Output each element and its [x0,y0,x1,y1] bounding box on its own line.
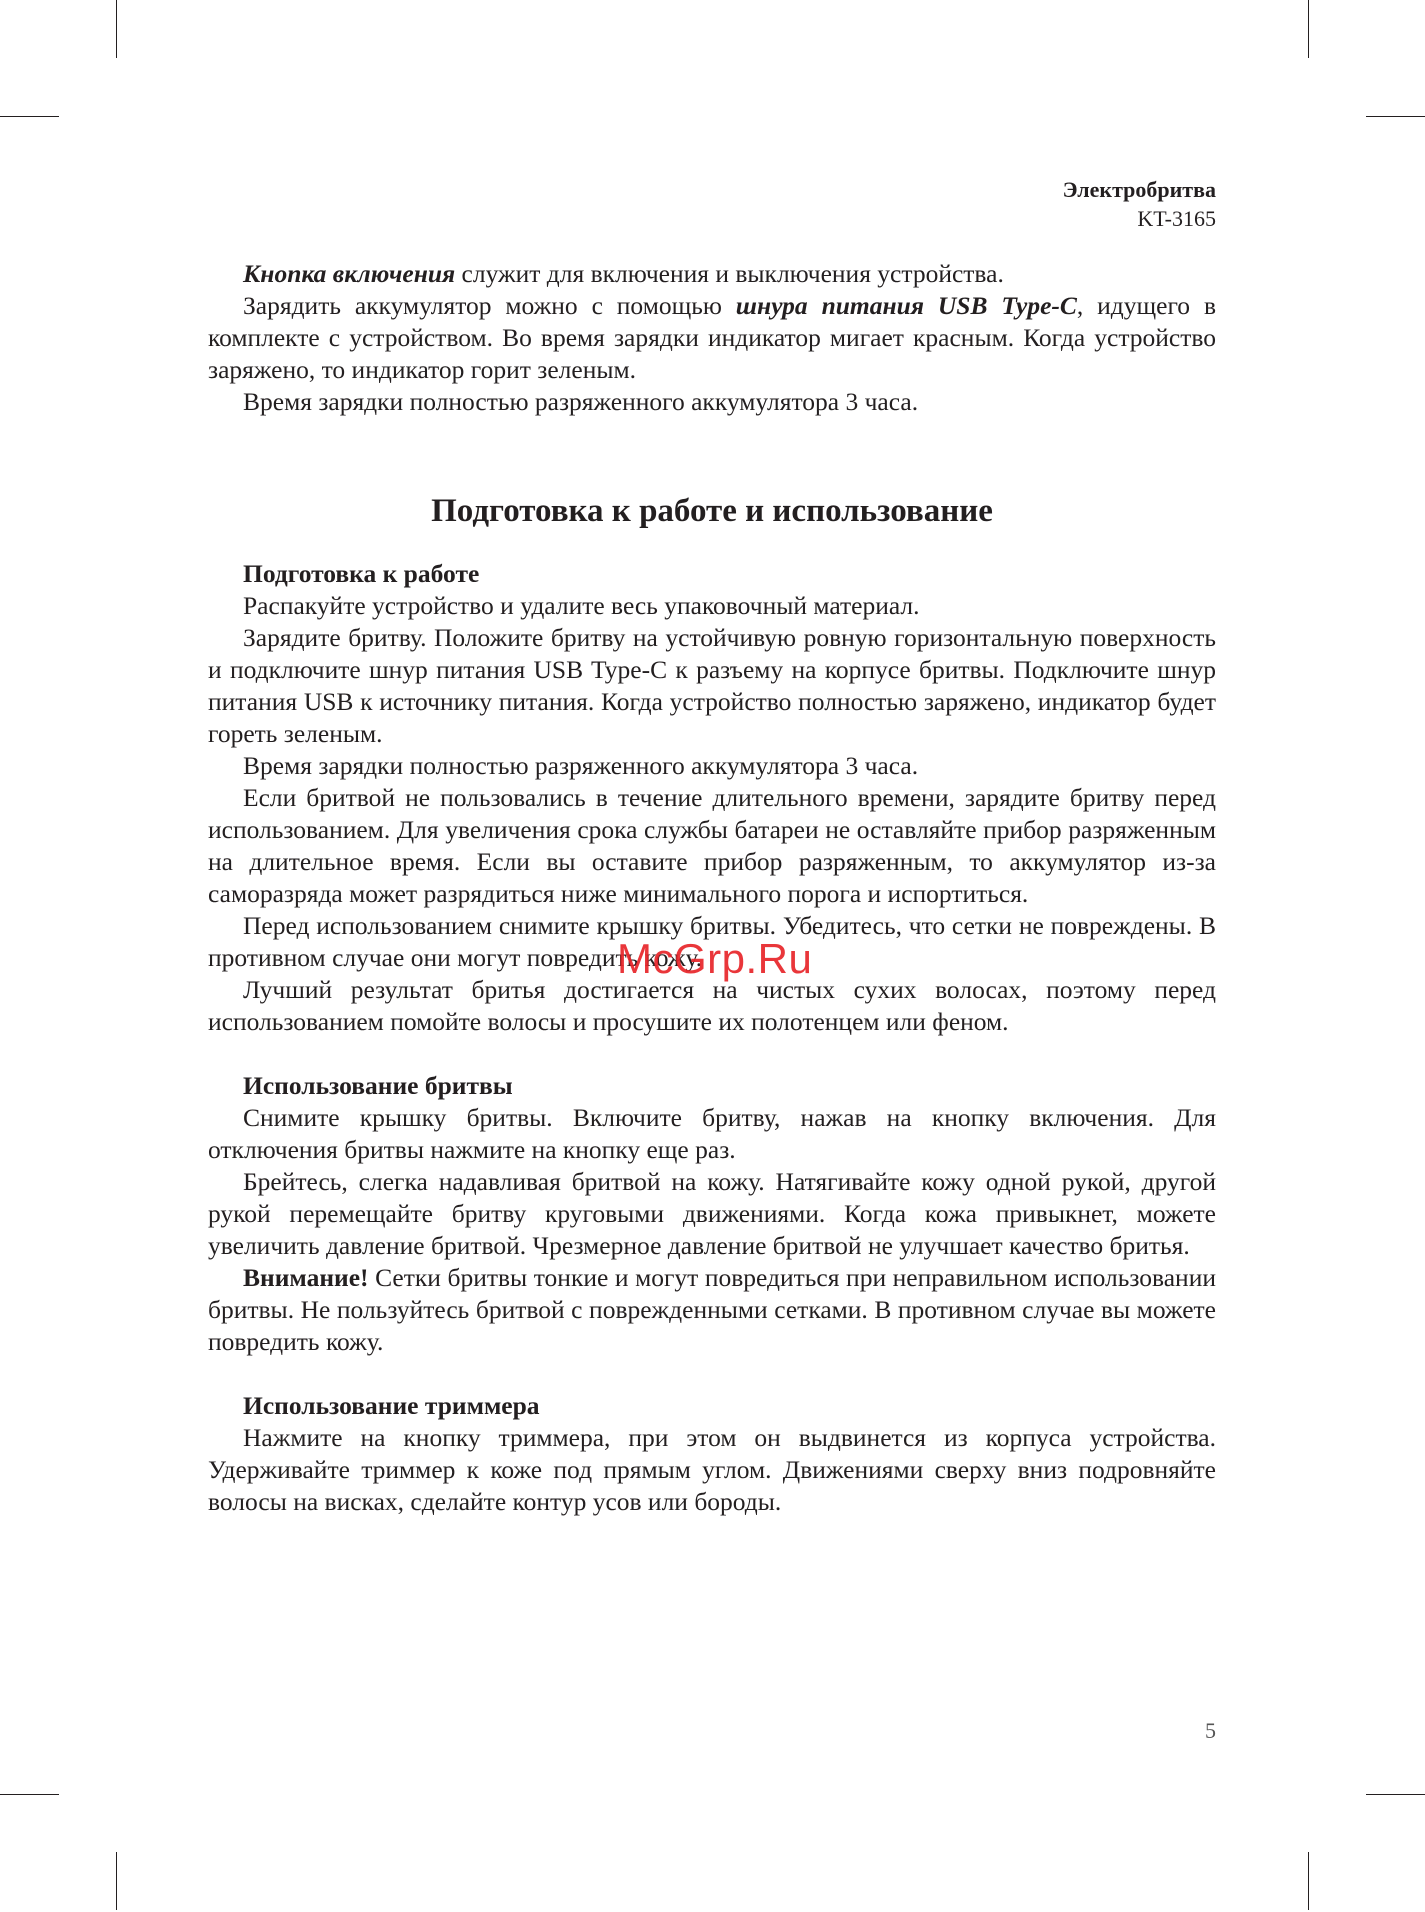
usb-cable-term: шнура питания USB Type-C [735,291,1077,320]
preparation-heading: Подготовка к работе [243,559,480,588]
trimmer-use-heading: Использование триммера [243,1391,540,1420]
crop-mark-top-right-vertical [1308,0,1309,58]
shaver-use-paragraph-2: Брейтесь, слегка надавливая бритвой на кожу. Натягивайте кожу одной рукой, другой рукой перемещайте бритву круговыми движениями. Когда кожа привыкнет, можете увеличить давление бритвой. Чрезмерное давление бритвой не улучшает качество бритья. [208,1167,1216,1260]
shaver-use-heading: Использование бритвы [243,1071,513,1100]
crop-mark-top-left-horizontal [0,116,59,117]
crop-mark-top-right-horizontal [1366,116,1425,117]
shaver-use-paragraph-3-text: Сетки бритвы тонкие и могут повредиться при неправильном использовании бритвы. Не пользуйтесь бритвой с поврежденными сетками. В противном случае вы можете повредить кожу. [208,1263,1216,1356]
preparation-paragraph-6: Лучший результат бритья достигается на чистых сухих волосах, поэтому перед использованием помойте волосы и просушите их полотенцем или феном. [208,975,1216,1036]
header-model: KT-3165 [1137,206,1216,231]
intro-paragraph-2 [208,290,1216,386]
running-header [1063,175,1216,233]
intro-paragraph-1 [208,258,1216,290]
spacer [208,1358,1216,1390]
crop-mark-top-left-vertical [116,0,117,58]
watermark: McGrp.Ru [617,935,813,982]
spacer [208,1038,1216,1070]
page-number: 5 [1205,1718,1216,1743]
shaver-use-paragraph-1: Снимите крышку бритвы. Включите бритву, нажав на кнопку включения. Для отключения бритвы нажмите на кнопку еще раз. [208,1103,1216,1164]
crop-mark-bottom-left-vertical [116,1852,117,1910]
intro-paragraph-2-text: , идущего в комплекте с устройством. Во время зарядки индикатор мигает красным. Когда устройство заряжено, то индикатор горит зеленым. [208,291,1216,384]
crop-mark-bottom-right-horizontal [1366,1794,1425,1795]
preparation-paragraph-2: Зарядите бритву. Положите бритву на устойчивую ровную горизонтальную поверхность и подключите шнур питания USB Type-C к разъему на корпусе бритвы. Подключите шнур питания USB к источнику питания. Когда устройство полностью заряжено, индикатор будет гореть зеленым. [208,623,1216,748]
preparation-paragraph-1: Распакуйте устройство и удалите весь упаковочный материал. [243,591,920,620]
intro-paragraph-1-text: служит для включения и выключения устройства. [455,259,1004,288]
crop-mark-bottom-left-horizontal [0,1794,59,1795]
warning-label: Внимание! [243,1263,369,1292]
header-title: Электробритва [1062,177,1216,202]
power-button-term: Кнопка включения [243,259,456,288]
intro-paragraph-2-start: Зарядить аккумулятор можно с помощью [243,291,736,320]
preparation-paragraph-5: Перед использованием снимите крышку бритвы. Убедитесь, что сетки не повреждены. В противном случае они могут повредить кожу. [208,911,1216,972]
shaver-use-paragraph-3 [208,1262,1216,1358]
trimmer-use-paragraph-1: Нажмите на кнопку триммера, при этом он выдвинется из корпуса устройства. Удерживайте триммер к коже под прямым углом. Движениями сверху вниз подровняйте волосы на висках, сделайте контур усов или бороды. [208,1423,1216,1516]
page-body [208,258,1216,1518]
preparation-paragraph-4: Если бритвой не пользовались в течение длительного времени, зарядите бритву перед использованием. Для увеличения срока службы батареи не оставляйте прибор разряженным на длительное время. Если вы оставите прибор разряженным, то аккумулятор из-за саморазряда может разрядиться ниже минимального порога и испортиться. [208,783,1216,908]
section-title: Подготовка к работе и использование [431,493,993,529]
crop-mark-bottom-right-vertical [1308,1852,1309,1910]
intro-paragraph-3: Время зарядки полностью разряженного аккумулятора 3 часа. [243,387,919,416]
preparation-paragraph-3: Время зарядки полностью разряженного аккумулятора 3 часа. [243,751,919,780]
